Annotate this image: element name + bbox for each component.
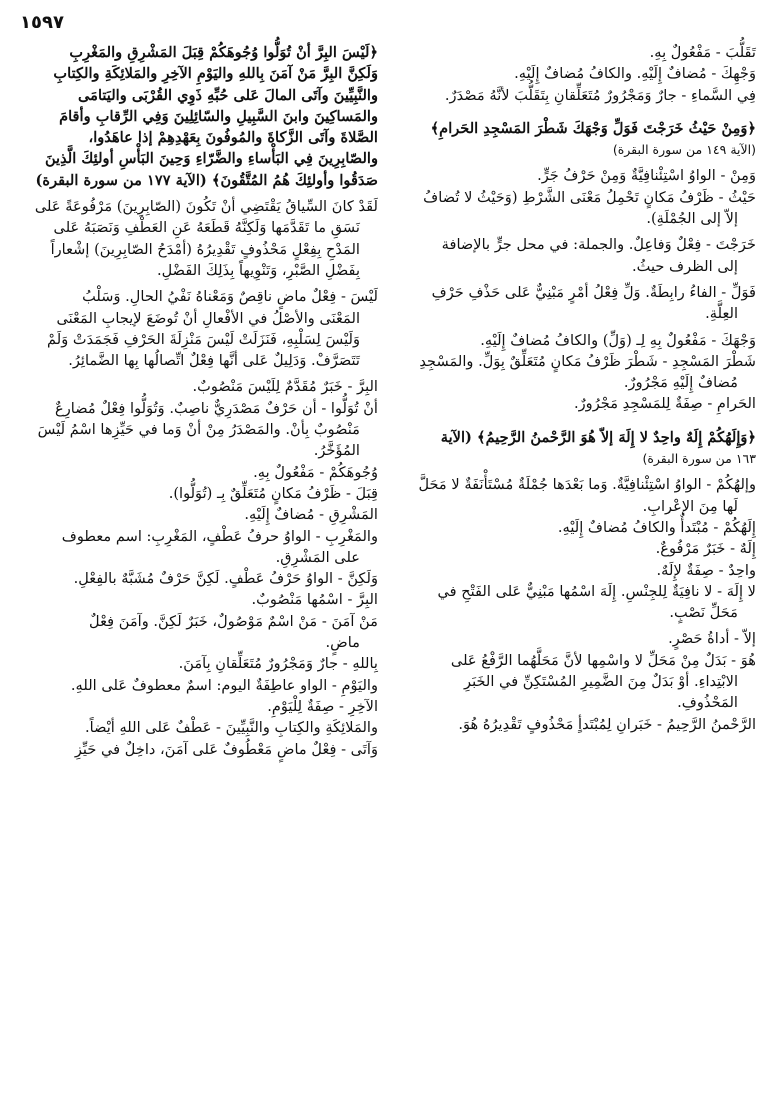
page-number: ١٥٩٧	[20, 12, 64, 33]
text-line: وَلَيْسَ لِسَلْبِهِ، فَنَزَلَتْ لَيْسَ مَنْزِلَةَ الحَرْفِ فَجَمَدَتْ وَلَمْ	[47, 330, 360, 348]
text-line: إِلَهُكُمْ - مُبْتَدأٌ والكافُ مُضافٌ إِلَيْهِ.	[557, 518, 756, 536]
text-line: المَدْحِ بِفِعْلٍ مَحْذُوفٍ تَقْدِيرُهُ (أمْدَحُ الصّابِرِينَ) إشْعاراً	[50, 240, 360, 258]
text-line: وَجْهِكَ - مُضافٌ إِلَيْهِ. والكافُ مُضافٌ إِلَيْهِ.	[514, 65, 756, 83]
text-line: لَها مِنَ الإعْرابِ.	[642, 497, 738, 515]
text-line: والمَغْرِبِ - الواوُ حرفُ عَطْفٍ، المَغْرِبِ: اسم معطوف	[61, 527, 378, 545]
quran-verse-line: والصّابِرِينَ فِي البَأْساءِ والضَّرّاءِ وَحِينَ البَأْسِ أولئِكَ الَّذِينَ	[44, 150, 378, 168]
text-line: الابْتِداءِ. أوْ بَدَلٌ مِنَ الضَّمِيرِ المُسْتَكِنِّ في الخَبَرِ	[464, 673, 738, 691]
text-line: شَطْرَ المَسْجِدِ - شَطْرَ ظَرْفُ مَكانٍ مُتَعَلِّقٌ بِوَلِّ. والمَسْجِدِ	[419, 352, 756, 370]
text-line: أنْ تُوَلُّوا - أن حَرْفٌ مَصْدَرِيٌّ ناصِبٌ. وَتُوَلُّوا فِعْلٌ مُضارِعٌ	[55, 399, 378, 417]
text-line: وإلهُكُمْ - الواوُ اسْتِئْنافِيَّةٌ. وَما بَعْدَها جُمْلَةٌ مُسْتَأْنَفَةٌ لا مَحَلَّ	[418, 476, 756, 494]
text-line: البِرَّ - اسْمُها مَنْصُوبٌ.	[251, 591, 378, 609]
quran-verse-line: ﴿وَمِنْ حَيْثُ خَرَجْتَ فَوَلِّ وَجْهَكَ شَطْرَ المَسْجِدِ الحَرامِ﴾	[430, 119, 756, 137]
text-line: إِلَهٌ - خَبَرٌ مَرْفُوعٌ.	[655, 540, 756, 558]
text-line: والمَلائِكَةِ والكِتابِ والنَّبِيِّينَ - عَطْفٌ عَلى اللهِ أيْضاً.	[84, 719, 378, 737]
verse-reference: (الآية ١٤٩ من سورة البقرة)	[612, 142, 756, 158]
quran-verse-line: والمَساكِينَ وابنَ السَّبِيلِ والسّائِلِينَ وَفِي الرِّقابِ وأقامَ	[59, 107, 378, 125]
text-line: لَيْسَ - فِعْلٌ ماضٍ ناقِصٌ وَمَعْناهُ نَفْيُ الحالِ. وَسَلْبُ	[82, 288, 378, 306]
text-line: المَحْذُوفِ.	[677, 694, 738, 712]
text-line: وُجُوهَكُمْ - مَفْعُولٌ بِهِ.	[253, 463, 378, 481]
text-line: الآخِرِ - صِفَةٌ لِلْيَوْمِ.	[267, 697, 378, 715]
text-line: تَقَلُّبَ - مَفْعُولٌ بِهِ.	[649, 44, 756, 61]
text-line: وَجْهَكَ - مَفْعُولٌ بِهِ لِـ (وَلِّ) والكافُ مُضافٌ إِلَيْهِ.	[480, 331, 756, 349]
text-line: فِي السَّماءِ - جارٌ وَمَجْرُورٌ مُتَعَلِّقانِ بِتَقَلُّبَ لأنَّهُ مَصْدَرٌ.	[444, 86, 756, 104]
text-line: قِبَلَ - ظَرْفُ مَكانٍ مُتَعَلِّقٌ بِـ (تُوَلُّوا).	[168, 484, 378, 502]
text-line: بِفَضْلِ الصَّبْرِ، وَتَنْوِيهاً بِذَلِكَ الفَضْلِ.	[156, 261, 360, 279]
text-line: إلاّ إلى الجُمْلَةِ).	[646, 210, 738, 228]
quran-verse-line: والنَّبِيِّينَ وآتَى المالَ عَلى حُبِّهِ ذَوِي القُرْبَى واليَتامَى	[77, 86, 378, 104]
quran-verse-line: ﴿لَيْسَ البِرَّ أنْ تُوَلُّوا وُجُوهَكُمْ قِبَلَ المَشْرِقِ والمَغْرِبِ	[69, 44, 378, 61]
text-line: نَسَقِ ما تَقَدَّمَها وَلَكِنَّهُ قَطَعَهُ عَنِ العَطْفِ وَنَصَبَهُ عَلى	[53, 219, 360, 237]
left-column	[20, 42, 378, 760]
text-line: بِاللهِ - جارٌ وَمَجْرُورٌ مُتَعَلِّقانِ بِآمَنَ.	[178, 655, 378, 673]
quran-verse-line: الصَّلاةَ وآتَى الزَّكاةَ والمُوفُونَ بِعَهْدِهِمْ إذا عاهَدُوا،	[88, 129, 378, 147]
text-line: البِرَّ - خَبَرٌ مُقَدَّمٌ لِلَيْسَ مَنْصُوبٌ.	[192, 378, 378, 396]
text-line: واليَوْمِ - الواو عاطِفَةٌ اليوم: اسمٌ معطوفٌ عَلى اللهِ.	[70, 676, 378, 694]
quran-verse-line: صَدَقُوا وأولئِكَ هُمُ المُتَّقُونَ﴾ (الآية ١٧٧ من سورة البقرة)	[35, 171, 378, 189]
text-line: خَرَجْتَ - فِعْلٌ وَفاعِلٌ. والجملة: في محل جرٍّ بالإضافة	[441, 236, 756, 254]
text-line: المَشْرِقِ - مُضافٌ إِلَيْهِ.	[244, 506, 378, 524]
text-line: لا إِلَهَ - لا نافِيَةٌ لِلجِنْسِ. إِلَهَ اسْمُها مَبْنِيٌّ عَلى الفَتْحِ في	[437, 582, 756, 600]
quran-verse-line: ﴿وَإِلَهُكُمْ إِلَهٌ واحِدٌ لا إِلَهَ إلاّ هُوَ الرَّحْمنُ الرَّحِيمُ﴾ (الآية	[440, 428, 756, 446]
text-line: الحَرامِ - صِفَةٌ لِلمَسْجِدِ مَجْرُورٌ.	[574, 395, 756, 413]
text-line: هُوَ - بَدَلٌ مِنْ مَحَلِّ لا واسْمِها لأنَّ مَحَلَّهُما الرَّفْعُ عَلى	[450, 651, 756, 669]
text-line: لَقَدْ كانَ السِّياقُ يَقْتَضِي أنْ تَكُونَ (الصّابِرِينَ) مَرْفُوعَةً عَلى	[34, 198, 378, 216]
text-line: فَوَلِّ - الفاءُ رابِطَةٌ. وَلِّ فِعْلُ أمْرٍ مَبْنِيٌّ عَلى حَذْفِ حَرْفِ	[431, 283, 756, 301]
right-column	[396, 42, 756, 735]
text-line: مَنْ آمَنَ - مَنْ اسْمٌ مَوْصُولٌ، خَبَرٌ لَكِنَّ. وآمَنَ فِعْلٌ	[89, 612, 378, 630]
text-line: وَلَكِنَّ - الواوُ حَرْفُ عَطْفٍ. لَكِنَّ حَرْفٌ مُشَبَّهٌ بالفِعْلِ.	[73, 570, 378, 588]
text-line: تَتَصَرَّفْ. وَدَلِيلٌ عَلى أنَّها فِعْلٌ اتِّصالُها بِها الضَّمائِرُ.	[68, 352, 360, 370]
text-line: مُضافٌ إِلَيْهِ مَجْرُورٌ.	[623, 374, 738, 392]
text-line: وَمِنْ - الواوُ اسْتِئْنافِيَّةٌ وَمِنْ حَرْفُ جَرٍّ.	[537, 167, 756, 185]
text-line: وَآتَى - فِعْلٌ ماضٍ مَعْطُوفٌ عَلى آمَنَ، داخِلٌ في حَيِّزِ	[74, 740, 378, 758]
quran-verse-line: وَلَكِنَّ البِرَّ مَنْ آمَنَ بِاللهِ واليَوْمِ الآخِرِ والمَلائِكَةِ والكِتابِ	[53, 65, 378, 83]
text-line: العِلَّةِ.	[705, 305, 738, 323]
text-line: مَنْصُوبٌ بِأنْ. والمَصْدَرُ مِنْ أنْ وَما في حَيِّزِها اسْمُ لَيْسَ	[37, 421, 360, 439]
text-line: مَحَلِّ نَصْبٍ.	[669, 604, 738, 622]
text-line: واحِدٌ - صِفَةٌ لإِلَهٌ.	[656, 561, 756, 579]
text-line: ماضٍ.	[325, 634, 360, 652]
text-line: إلى الظرف حيثُ.	[632, 257, 738, 275]
text-line: المُؤَخَّرُ.	[313, 442, 360, 460]
text-line: المَعْنَى والأصْلُ في الأفْعالِ أنْ تُوضَعَ لإيجابِ المَعْنَى	[56, 309, 360, 327]
text-line: حَيْثُ - ظَرْفُ مَكانٍ تَحْمِلُ مَعْنَى الشَّرْطِ (وَحَيْثُ لا تُضافُ	[423, 188, 756, 206]
text-line: الرَّحْمنُ الرَّحِيمُ - خَبَرانِ لِمُبْتَدأٍ مَحْذُوفٍ تَقْدِيرُهُ هُوَ.	[458, 715, 756, 733]
text-line: على المَشْرِقِ.	[275, 548, 360, 566]
verse-reference: ١٦٣ من سورة البقرة)	[642, 451, 756, 467]
text-line: إلاّ - أداةُ حَصْرٍ.	[668, 630, 756, 648]
